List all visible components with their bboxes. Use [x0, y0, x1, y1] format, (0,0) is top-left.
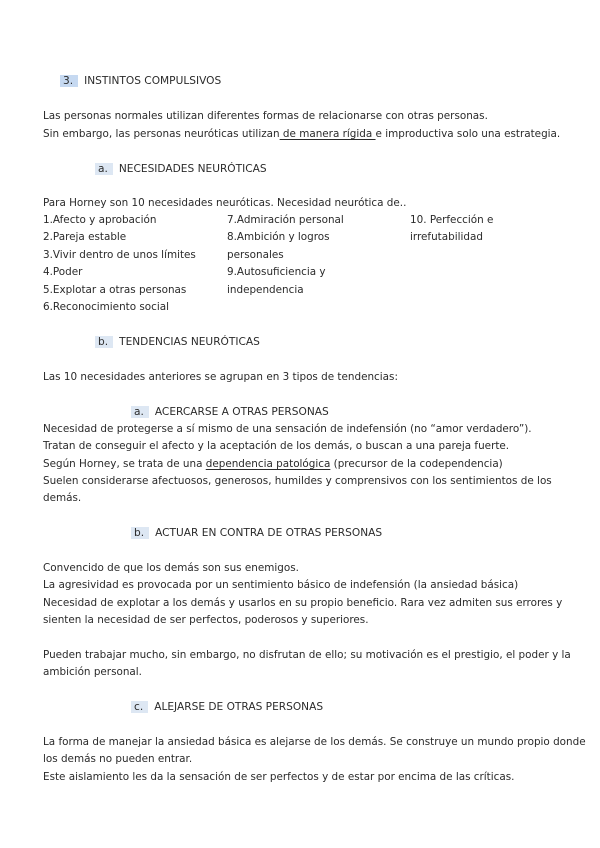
paragraph-line — [43, 456, 503, 473]
text-run: Sin embargo, las personas neuróticas utilizan — [43, 128, 280, 140]
section-title: INSTINTOS COMPULSIVOS — [84, 75, 222, 87]
underlined-text: de manera rígida — [279, 128, 376, 140]
paragraph-line: Necesidad de protegerse a sí mismo de una sensación de indefensión (no “amor verdadero”). — [43, 423, 532, 435]
paragraph-line: sienten la necesidad de ser perfectos, poderosos y superiores. — [43, 614, 369, 626]
tendency-heading — [131, 404, 329, 421]
section-heading — [60, 73, 221, 90]
list-item: 9.Autosuficiencia y — [227, 266, 326, 279]
needs-column-1 — [43, 212, 196, 316]
list-item: personales — [227, 248, 284, 261]
paragraph-line: Para Horney son 10 necesidades neuróticas. Necesidad neurótica de.. — [43, 197, 407, 209]
tendency-letter: c. — [131, 701, 148, 713]
list-item: 6.Reconocimiento social — [43, 300, 170, 313]
list-item: 3.Vivir dentro de unos límites — [43, 248, 196, 261]
paragraph-line: Las personas normales utilizan diferentes formas de relacionarse con otras personas. — [43, 110, 488, 122]
paragraph-line: los demás no pueden entrar. — [43, 753, 193, 765]
tendency-title: ACERCARSE A OTRAS PERSONAS — [154, 406, 329, 418]
list-item: 7.Admiración personal — [227, 214, 344, 226]
list-item: 2.Pareja estable — [43, 231, 127, 244]
paragraph-line: La forma de manejar la ansiedad básica es alejarse de los demás. Se construye un mundo propio donde — [43, 736, 586, 748]
text-run: Según Horney, se trata de una — [43, 458, 206, 470]
tendency-letter: b. — [131, 527, 149, 539]
subsection-title: NECESIDADES NEURÓTICAS — [118, 163, 267, 175]
paragraph-line: Las 10 necesidades anteriores se agrupan en 3 tipos de tendencias: — [43, 371, 398, 383]
paragraph-line: Pueden trabajar mucho, sin embargo, no disfrutan de ello; su motivación es el prestigio, el poder y la — [43, 649, 571, 661]
tendency-title: ALEJARSE DE OTRAS PERSONAS — [154, 701, 324, 713]
text-run: (precursor de la codependencia) — [330, 458, 503, 470]
paragraph-line: Convencido de que los demás son sus enemigos. — [43, 562, 299, 574]
subsection-heading — [95, 334, 260, 351]
paragraph-line: Tratan de conseguir el afecto y la aceptación de los demás, o buscan a una pareja fuerte. — [43, 440, 510, 452]
paragraph-line: ambición personal. — [43, 666, 142, 678]
paragraph-line: La agresividad es provocada por un sentimiento básico de indefensión (la ansiedad básica) — [43, 579, 519, 591]
underlined-text: dependencia patológica — [205, 458, 331, 470]
needs-column-3 — [410, 212, 493, 247]
tendency-heading — [131, 525, 382, 542]
tendency-letter: a. — [131, 406, 149, 418]
paragraph-line: demás. — [43, 492, 82, 504]
section-number: 3. — [60, 75, 78, 87]
text-run: e improductiva solo una estrategia. — [375, 128, 561, 140]
list-item: independencia — [227, 283, 304, 296]
subsection-letter: a. — [95, 163, 113, 175]
paragraph-line: Suelen considerarse afectuosos, generosos, humildes y comprensivos con los sentimientos de los — [43, 475, 552, 487]
list-item: 8.Ambición y logros — [227, 231, 330, 244]
needs-column-2 — [227, 212, 344, 299]
list-item: irrefutabilidad — [410, 231, 483, 244]
subsection-title: TENDENCIAS NEURÓTICAS — [119, 336, 260, 348]
list-item: 1.Afecto y aprobación — [43, 214, 157, 226]
list-item: 5.Explotar a otras personas — [43, 283, 187, 296]
subsection-heading — [95, 161, 267, 178]
paragraph-line: Este aislamiento les da la sensación de ser perfectos y de estar por encima de las críticas. — [43, 771, 515, 783]
tendency-title: ACTUAR EN CONTRA DE OTRAS PERSONAS — [155, 527, 383, 539]
tendency-heading — [131, 699, 323, 716]
list-item: 4.Poder — [43, 266, 83, 279]
subsection-letter: b. — [95, 336, 113, 348]
paragraph-line — [43, 126, 560, 143]
paragraph-line: Necesidad de explotar a los demás y usarlos en su propio beneficio. Rara vez admiten sus errores y — [43, 597, 563, 609]
list-item: 10. Perfección e — [410, 214, 494, 226]
